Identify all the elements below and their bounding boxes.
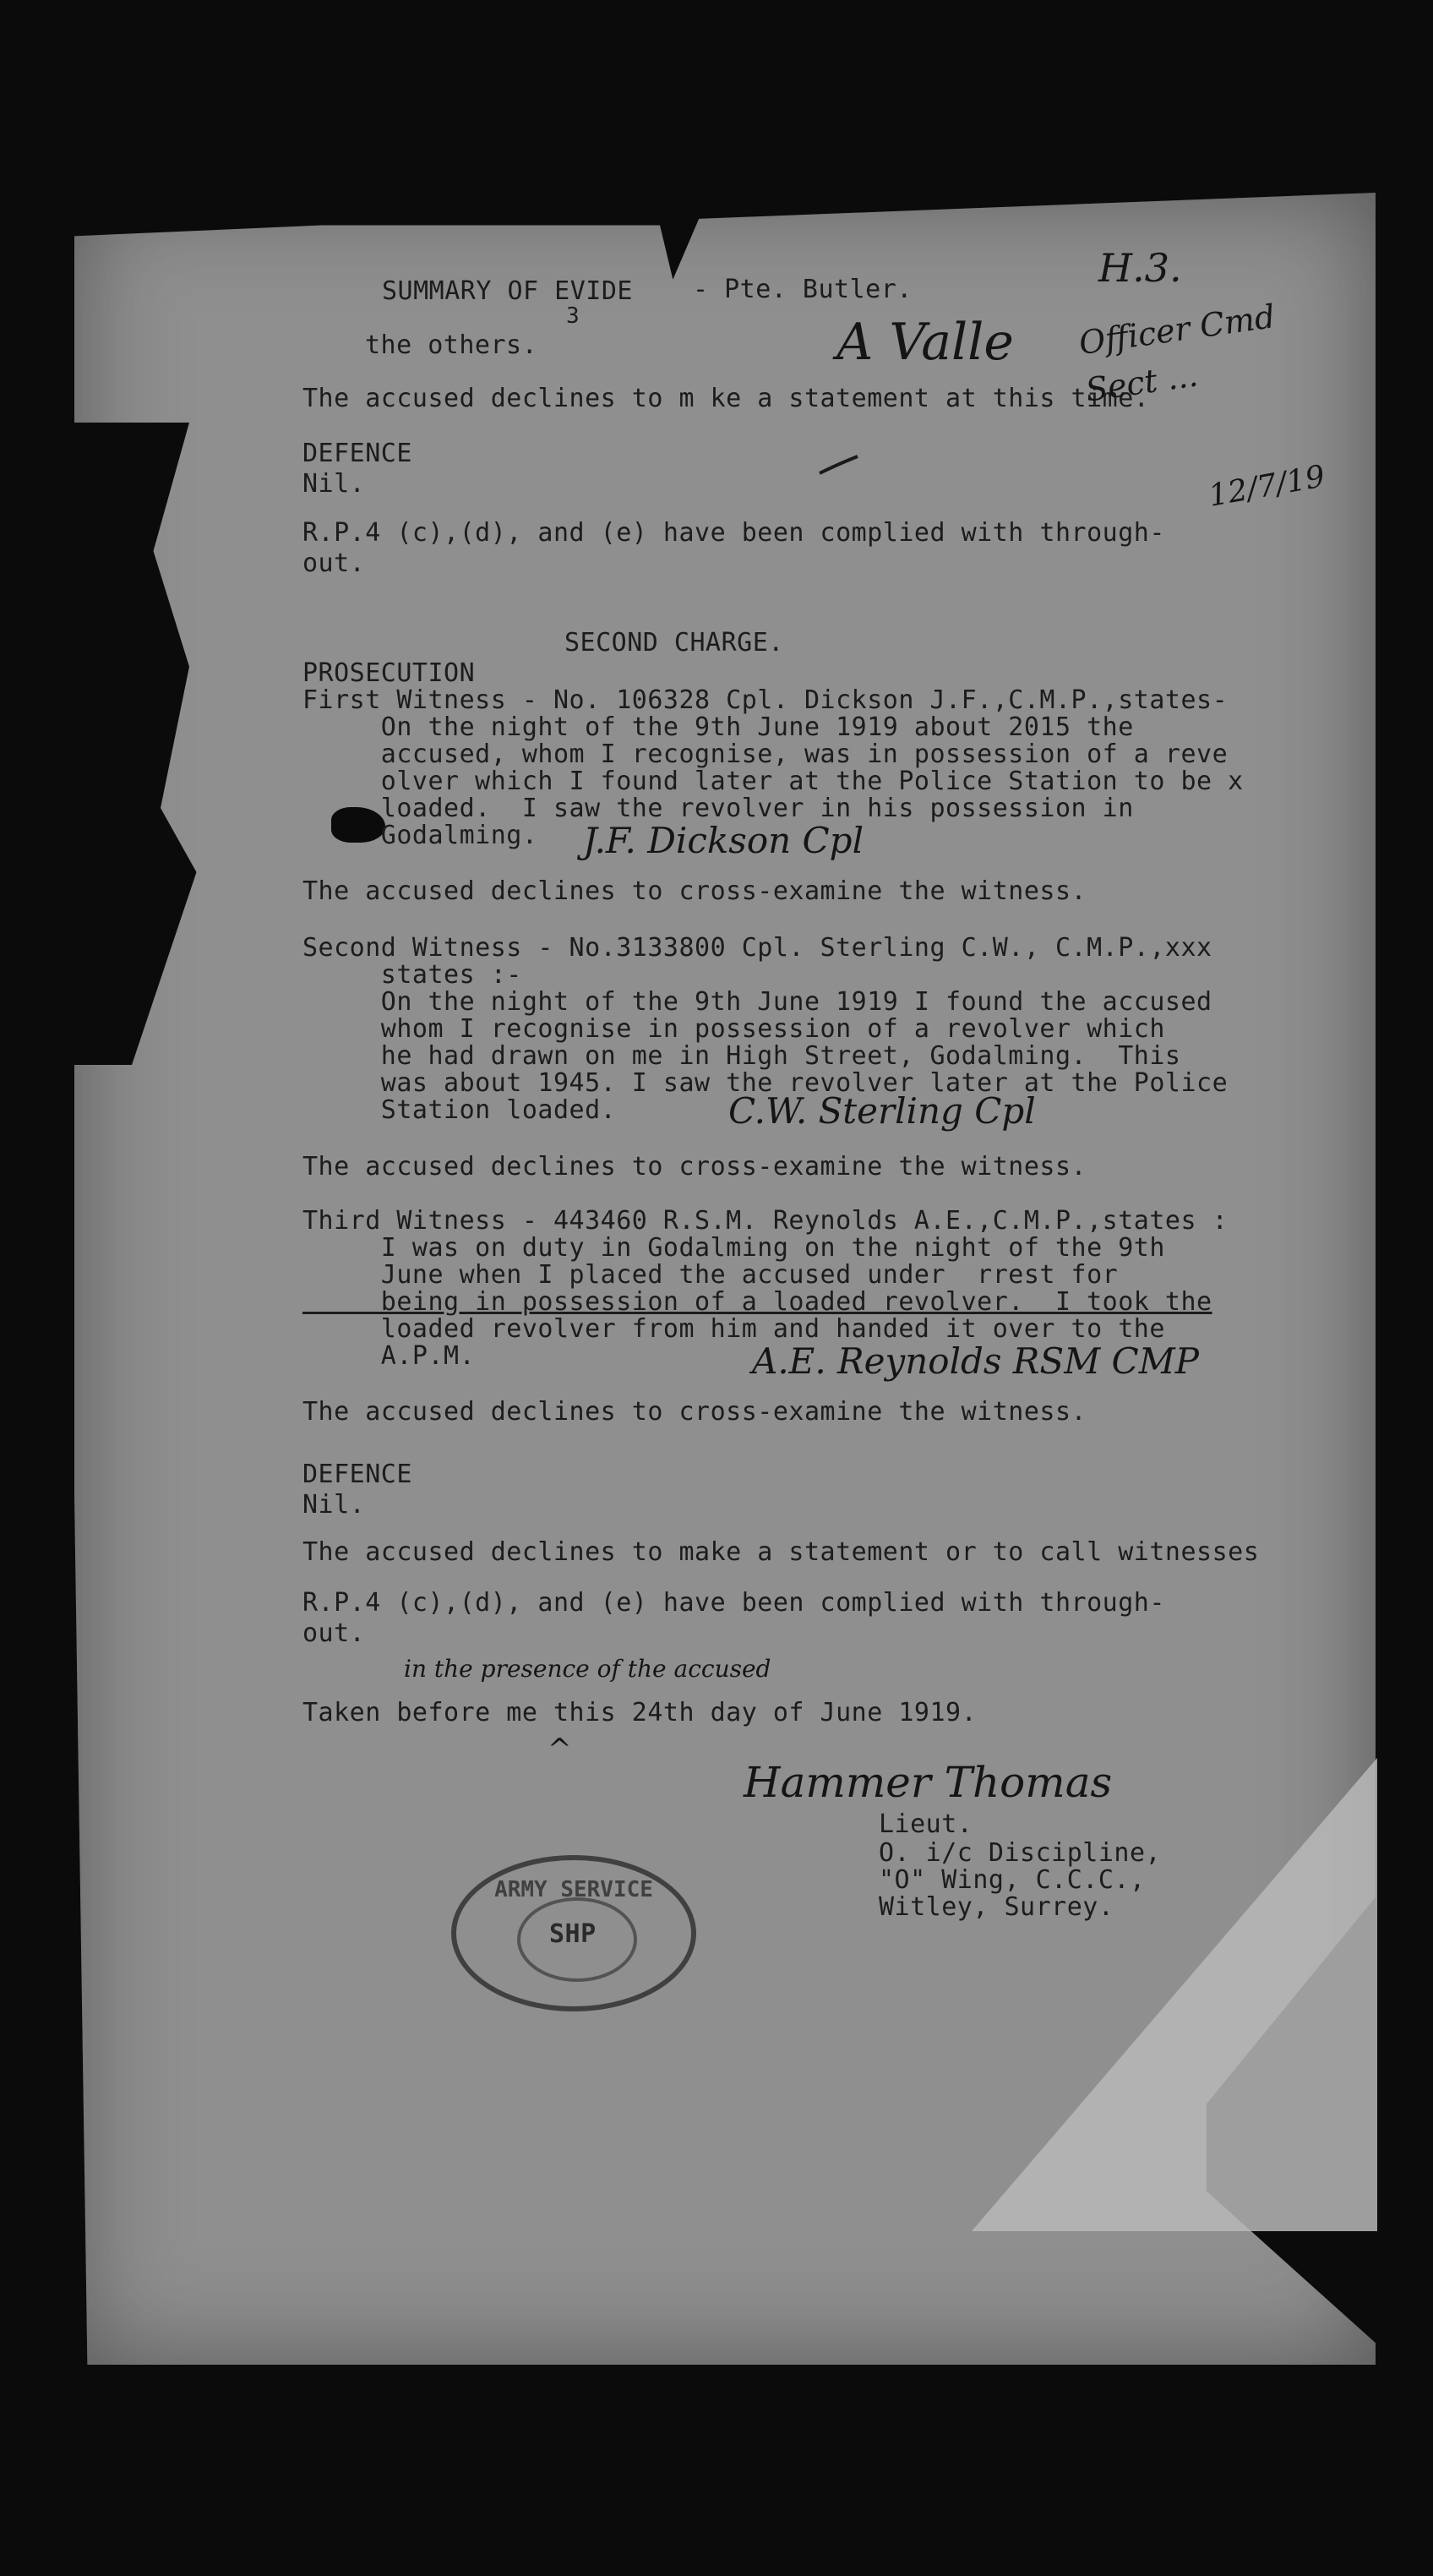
witness-1-line-1: First Witness - No. 106328 Cpl. Dickson J.F.,C.M.P.,states-	[302, 685, 1229, 715]
complied-2: R.P.4 (c),(d), and (e) have been complied with through-	[302, 1588, 1165, 1618]
witness-1-line-3: accused, whom I recognise, was in possession of a reve	[302, 740, 1229, 769]
officer-role: O. i/c Discipline,	[879, 1838, 1162, 1868]
witness-3-line-1: Third Witness - 443460 R.S.M. Reynolds A.E.,C.M.P.,states :	[302, 1206, 1229, 1236]
officer-rank: Lieut.	[879, 1809, 973, 1839]
defence-heading-2: DEFENCE	[302, 1460, 412, 1489]
ink-tick-mark	[815, 448, 866, 482]
witness-1-line-2: On the night of the 9th June 1919 about 2015 the	[302, 712, 1134, 742]
defence-heading-1: DEFENCE	[302, 439, 412, 468]
witness-2-line-3: On the night of the 9th June 1919 I found the accused	[302, 987, 1212, 1017]
witness-2-line-5: he had drawn on me in High Street, Godalming. This	[302, 1041, 1181, 1071]
witness-3-line-3: June when I placed the accused under rrest for	[302, 1260, 1119, 1290]
witness-1-line-6: Godalming.	[302, 821, 538, 850]
defence-value-1: Nil.	[302, 469, 366, 499]
officer-signature: Hammer Thomas	[744, 1758, 1113, 1807]
stamp-text: ARMY SERVICE	[494, 1877, 653, 1902]
insertion-caret: ^	[548, 1733, 572, 1766]
witness-2-line-1: Second Witness - No.3133800 Cpl. Sterling C.W., C.M.P.,xxx	[302, 933, 1212, 963]
witness-1-cross-exam: The accused declines to cross-examine the witness.	[302, 876, 1087, 906]
complied-cont-1: out.	[302, 548, 366, 578]
witness-2-line-6: was about 1945. I saw the revolver later at the Police	[302, 1068, 1229, 1098]
officer-location: Witley, Surrey.	[879, 1892, 1114, 1922]
declines-statement-2: The accused declines to make a statement or to call witnesses	[302, 1537, 1260, 1567]
header-page-number: 3	[566, 303, 580, 329]
witness-3-line-2: I was on duty in Godalming on the night of the 9th	[302, 1233, 1165, 1263]
witness-2-line-4: whom I recognise in possession of a revolver which	[302, 1014, 1165, 1044]
complied-cont-2: out.	[302, 1618, 366, 1648]
witness-2-cross-exam: The accused declines to cross-examine the witness.	[302, 1152, 1087, 1182]
witness-1-line-4: olver which I found later at the Police Station to be x	[302, 767, 1244, 796]
witness-3-signature: A.E. Reynolds RSM CMP	[752, 1340, 1199, 1382]
defence-value-2: Nil.	[302, 1490, 366, 1520]
complied-1: R.P.4 (c),(d), and (e) have been complied with through-	[302, 518, 1165, 548]
margin-date: 12/7/19	[1206, 459, 1328, 514]
stamp-center: SHP	[549, 1919, 597, 1949]
witness-3-line-4: being in possession of a loaded revolver. I took the	[302, 1287, 1212, 1317]
taken-before: Taken before me this 24th day of June 1919.	[302, 1698, 978, 1727]
second-charge-heading: SECOND CHARGE.	[564, 628, 784, 658]
prosecution-heading: PROSECUTION	[302, 658, 476, 688]
header-accused: - Pte. Butler.	[693, 275, 913, 304]
witness-2-line-2: states :-	[302, 960, 522, 990]
margin-note: Officer Cmd Sect ...	[1076, 297, 1278, 409]
officer-unit: "O" Wing, C.C.C.,	[879, 1865, 1146, 1895]
witness-2-signature: C.W. Sterling Cpl	[728, 1090, 1036, 1132]
top-signature: A Valle	[836, 313, 1014, 372]
declines-statement-1: The accused declines to m ke a statement at this time.	[302, 384, 1150, 413]
corner-reference: H.3.	[1098, 245, 1182, 291]
witness-3-cross-exam: The accused declines to cross-examine the witness.	[302, 1397, 1087, 1427]
insertion-note: in the presence of the accused	[404, 1655, 771, 1683]
witness-3-line-5: loaded revolver from him and handed it over to the	[302, 1314, 1165, 1344]
witness-1-signature: J.F. Dickson Cpl	[583, 820, 864, 861]
header-title: SUMMARY OF EVIDE	[382, 276, 633, 306]
continued-text: the others.	[365, 330, 538, 360]
witness-1-line-5: loaded. I saw the revolver in his possession in	[302, 794, 1134, 823]
witness-2-line-7: Station loaded.	[302, 1095, 617, 1125]
witness-3-line-6: A.P.M.	[302, 1341, 476, 1371]
